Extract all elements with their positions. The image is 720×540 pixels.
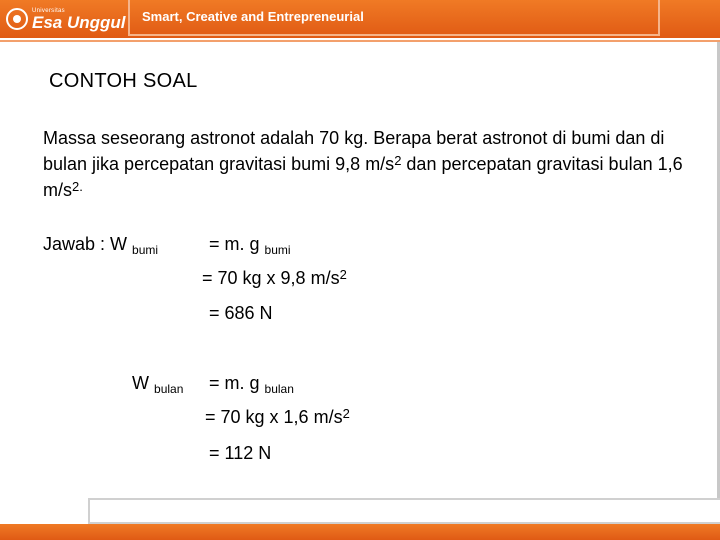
result-bulan: = 112 N xyxy=(209,443,272,463)
w-subscript-bumi: bumi xyxy=(132,243,159,257)
question-text xyxy=(43,125,693,203)
step-bulan xyxy=(205,407,350,428)
question-part-2: dan percepatan gravitasi bulan 1,6 m/s xyxy=(43,154,683,200)
step-bumi xyxy=(202,268,347,289)
tagline: Smart, Creative and Entrepreneurial xyxy=(142,9,364,24)
logo-small-text: Universitas xyxy=(32,7,65,14)
g-subscript-bumi: bumi xyxy=(264,243,291,257)
result-bumi: = 686 N xyxy=(209,303,273,323)
university-logo-icon xyxy=(6,8,28,30)
slide-title: CONTOH SOAL xyxy=(49,70,198,92)
question-exponent-2: 2. xyxy=(72,179,83,194)
equation-bumi-text: = m. g xyxy=(209,234,260,254)
answer-label: Jawab : W xyxy=(43,234,128,254)
footer-frame xyxy=(88,498,720,524)
step-bulan-text: = 70 kg x 1,6 m/s xyxy=(205,407,343,427)
step-bumi-exponent: 2 xyxy=(339,267,347,282)
g-subscript-bulan: bulan xyxy=(264,382,294,396)
step-bulan-exponent: 2 xyxy=(342,406,350,421)
logo xyxy=(6,5,126,33)
equation-bulan-text: = m. g xyxy=(209,373,260,393)
step-bumi-text: = 70 kg x 9,8 m/s xyxy=(202,268,340,288)
equation-bumi xyxy=(209,234,291,255)
header-bar xyxy=(0,0,720,38)
w-bulan-text: W xyxy=(132,373,149,393)
answer-label-w-bumi xyxy=(43,234,158,255)
w-bulan xyxy=(132,373,183,394)
question-part-1: Massa seseorang astronot adalah 70 kg. Berapa berat astronot di bumi dan di bulan jika percepatan gravitasi bumi 9,8 m/s xyxy=(43,128,665,174)
equation-bulan xyxy=(209,373,294,394)
logo-name: Esa Unggul xyxy=(32,12,126,32)
question-exponent-1: 2 xyxy=(394,153,402,168)
header-divider xyxy=(0,40,720,42)
footer-bar xyxy=(0,524,720,540)
w-subscript-bulan: bulan xyxy=(154,382,184,396)
